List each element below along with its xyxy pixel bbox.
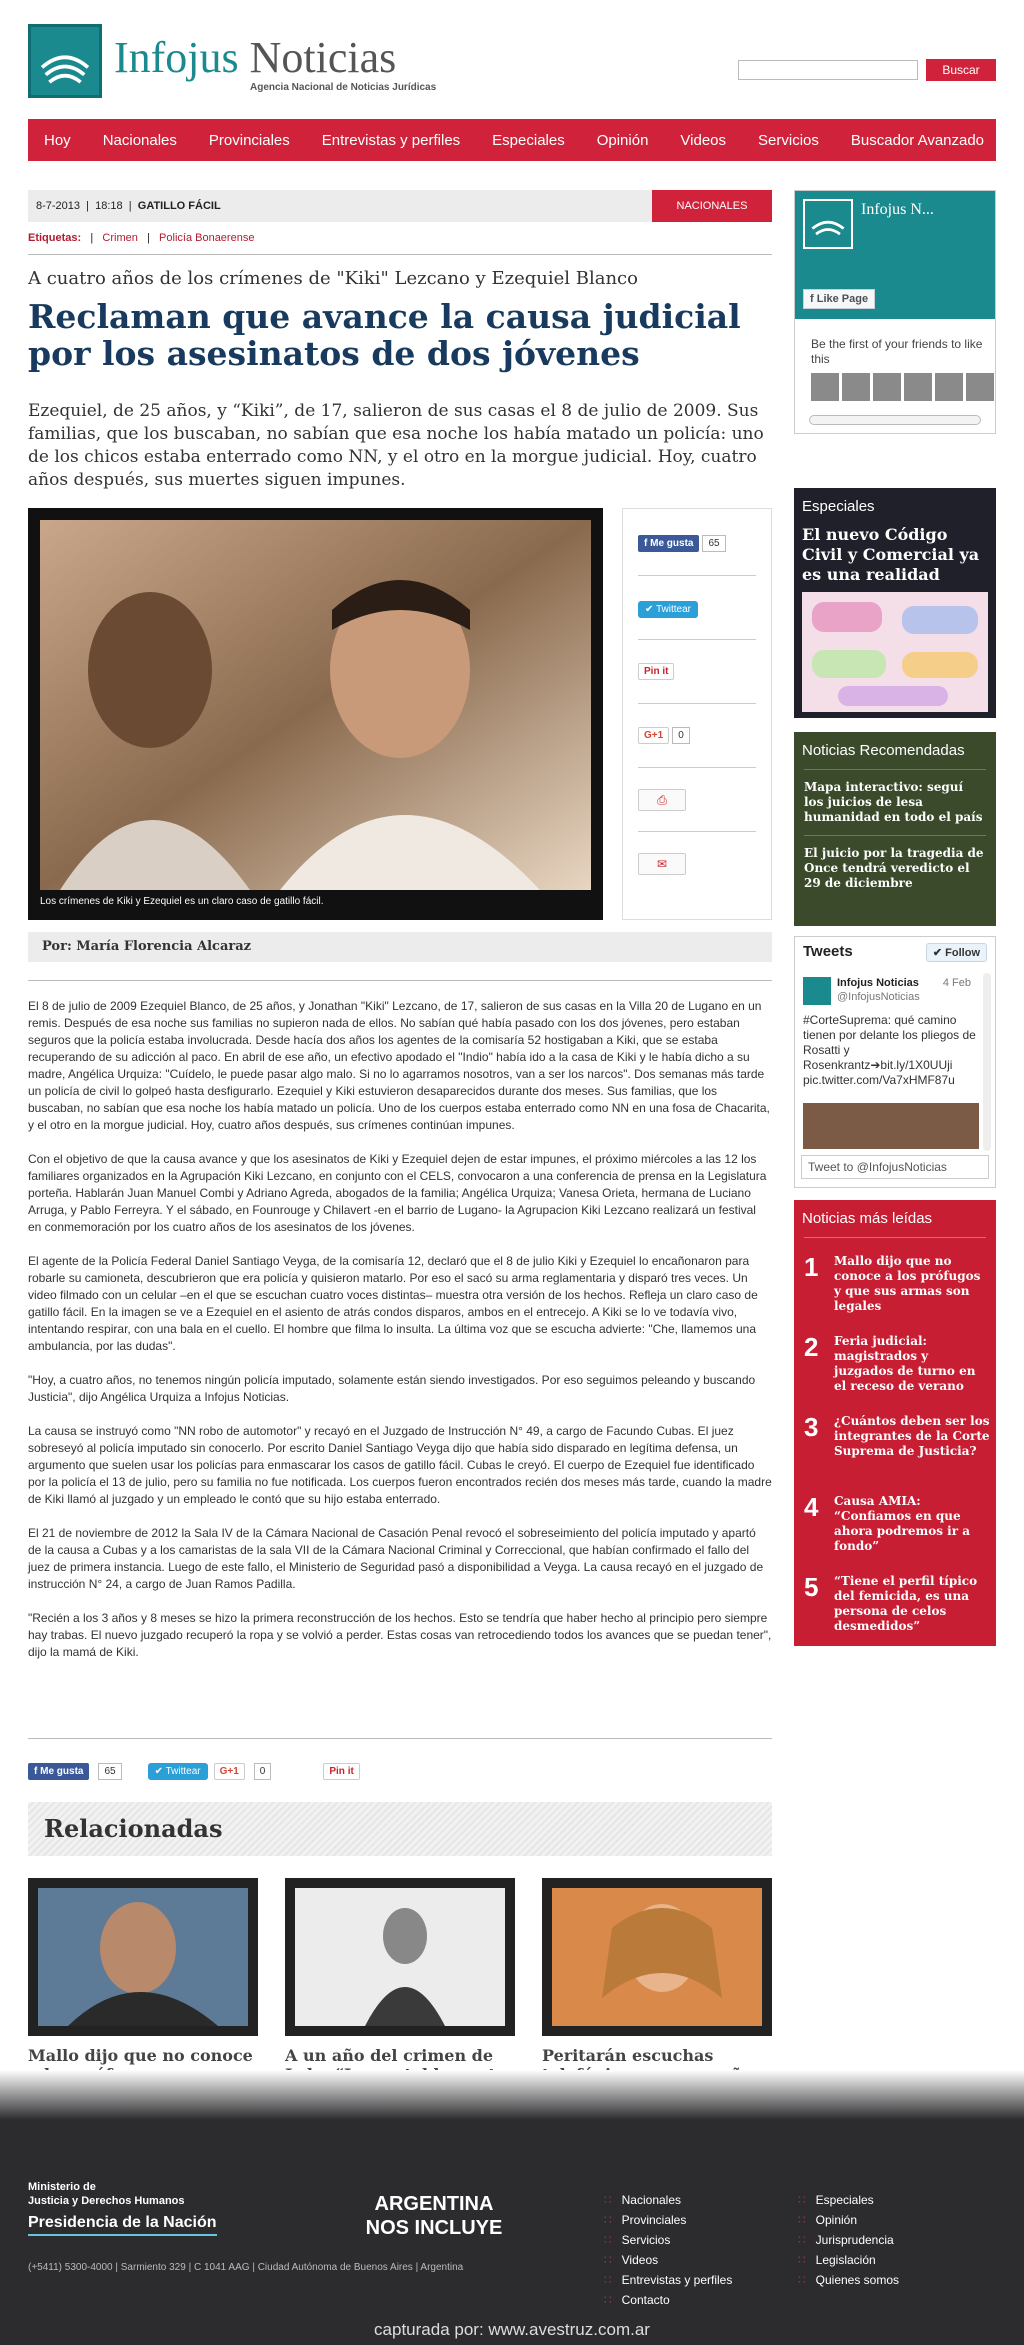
nav-item-buscador[interactable]: Buscador Avanzado [850, 131, 985, 149]
recomendadas-title: Noticias Recomendadas [802, 742, 965, 759]
related-title: Relacionadas [28, 1802, 772, 1856]
twitter-bird-icon: ✔ [645, 604, 654, 615]
mas-leida-number: 2 [804, 1332, 819, 1362]
tweet-text: #CorteSuprema: qué camino tienen por delante los pliegos de Rosatti y Rosenkrantz➔bit.ly/1X0UUji pic.twitter.com/Va7xHMF87u [803, 1013, 976, 1087]
mas-leida-link[interactable]: Mallo dijo que no conoce a los prófugos y que sus armas son legales [834, 1254, 981, 1313]
bottom-share-row [28, 1760, 360, 1782]
gplus-button[interactable]: G+1 [214, 1763, 245, 1780]
fb-page-logo-icon [803, 199, 853, 249]
footer-fade [0, 2070, 1024, 2120]
email-widget[interactable] [638, 853, 686, 875]
mas-leidas-box [794, 1200, 996, 1646]
footer-argentina-logo[interactable]: ARGENTINA NOS INCLUYE [365, 2193, 503, 2239]
tweets-title: Tweets [803, 943, 853, 960]
divider [638, 767, 756, 768]
article-paragraph: El agente de la Policía Federal Daniel Santiago Veyga, de la comisaría 12, declaró que el 8 de julio Kiki y Ezequiel lo encañonaron para robarle su camioneta, descubrieron que era policía y quisieron matarlo. Por eso el sacó su arma reglamentaria y disparó tres veces. Un video filmado con un celular –en el que se escuchan cuatro voces distintas– muestra otra versión de los hechos. Refleja un claro caso de gatillo fácil. En la imagen se ve a Ezequiel en el asiento de atrás condos disparos, ambos en el entrecejo. A Kiki se lo ve todavía vivo, intentando respirar, con una bala en el cuello. El hombre que filma lo insulta. La última voz que se escucha advierte: "Che, llamemos una ambulancia, por las dudas". [28, 1254, 758, 1353]
footer-link[interactable]: ∷ Nacionales [604, 2190, 732, 2210]
article-body [28, 998, 772, 1678]
site-logo-text[interactable]: Infojus Noticias [114, 33, 397, 82]
fb-count: 65 [98, 1763, 121, 1780]
nav-item-videos[interactable]: Videos [680, 131, 727, 149]
tweet-button[interactable]: ✔ Twittear [148, 1763, 208, 1780]
print-icon[interactable]: ⎙ [638, 789, 686, 811]
facebook-page-widget [794, 190, 996, 434]
mas-leida-number: 4 [804, 1492, 819, 1522]
especiales-headline[interactable]: El nuevo Código Civil y Comercial ya es una realidad [802, 525, 980, 584]
tweet-avatar[interactable] [803, 977, 831, 1005]
footer-ministry[interactable]: Ministerio de Justicia y Derechos Humanos [28, 2181, 185, 2207]
footer-presidencia[interactable]: Presidencia de la Nación [28, 2214, 217, 2236]
article-paragraph: Con el objetivo de que la causa avance y que los asesinatos de Kiki y Ezequiel dejen de estar impunes, el próximo miércoles a las 12 los familiares organizados en la Agrupación Kiki Lezcano, en conjunto con el CELS, convocaron a una conferencia de prensa en la Legislatura porteña. Hablarán Juan Manuel Combi y Adriano Agreda, abogados de la familia; Angélica Urquiza; Vanesa Orieta, hermana de Luciano Arruga, y Pablo Ferreyra. Y el sábado, en Founrouge y Chilavert -en el barrio de Lugano- la Agrupacion Kiki Lezcano realizará un festival en conmemoración por los cuatro años de los asesinatos de los jóvenes. [28, 1152, 767, 1234]
capture-credit: capturada por: www.avestruz.com.ar [374, 2320, 650, 2339]
gplus-count: 0 [672, 727, 690, 744]
mas-leida-link[interactable]: “Tiene el perfil típico del femicida, es una persona de celos desmedidos” [834, 1574, 978, 1633]
twitter-widget [794, 936, 996, 1188]
tag-link[interactable]: Policía Bonaerense [159, 232, 255, 244]
vertical-scrollbar[interactable] [983, 973, 991, 1151]
fb-icon: f [644, 538, 648, 549]
search-button[interactable]: Buscar [926, 59, 996, 81]
site-tagline: Agencia Nacional de Noticias Jurídicas [250, 82, 437, 93]
divider [804, 769, 986, 770]
divider [804, 835, 986, 836]
main-nav [28, 119, 996, 161]
mas-leida-number: 1 [804, 1252, 819, 1282]
mas-leida-link[interactable]: Feria judicial: magistrados y juzgados de turno en el receso de verano [834, 1334, 976, 1393]
nav-item-entrevistas[interactable]: Entrevistas y perfiles [321, 131, 461, 149]
footer-link[interactable]: ∷ Videos [604, 2250, 732, 2270]
fb-friends-text: Be the first of your friends to like this [811, 337, 983, 366]
divider [804, 1237, 986, 1238]
related-headline[interactable]: A un año del crimen de [285, 2046, 494, 2065]
recomendada-link[interactable]: Mapa interactivo: seguí los juicios de lesa humanidad en todo el país [804, 780, 983, 824]
nav-item-nacionales[interactable]: Nacionales [102, 131, 177, 149]
article-paragraph: "Recién a los 3 años y 8 meses se hizo la primera reconstrucción de los hechos. Esto se tendría que haber hecho al principio pero siempre hay trabas. El nuevo juzgado recuperó la ropa y se volvió a perder. Estas cosas van retrocediendo todos los avances que se puedan tener", dijo la mamá de Kiki. [28, 1611, 772, 1659]
tags-row: Etiquetas: | Crimen | Policía Bonaerense [28, 232, 255, 244]
fb-like-widget[interactable] [638, 533, 726, 552]
mas-leidas-title: Noticias más leídas [802, 1210, 933, 1227]
footer-link[interactable]: ∷ Contacto [604, 2290, 732, 2310]
article-paragraph: El 21 de noviembre de 2012 la Sala IV de la Cámara Nacional de Casación Penal revocó el sobreseimiento del policía imputado y apartó de la causa a Cubas y a los camaristas de la sala VII de la Cámara Nacional Criminal y Correccional, que habían confirmado el fallo del juez de primera instancia. Luego de este fallo, el Ministerio de Seguridad pasó a disponibilidad a Veyga. La causa recayó en el juzgado de instrucción N° 24, a cargo de Juan Ramos Padilla. [28, 1526, 764, 1591]
fb-icon: f [34, 1765, 38, 1777]
logo-icon[interactable] [28, 24, 102, 98]
related-thumbnail[interactable] [542, 1878, 772, 2036]
site-header [28, 24, 998, 104]
fb-icon: f [810, 293, 814, 305]
twitter-bird-icon: ✔ [154, 1765, 163, 1777]
especiales-image[interactable] [802, 592, 988, 712]
email-icon[interactable]: ✉ [638, 853, 686, 875]
article-byline: Por: María Florencia Alcaraz [28, 932, 772, 962]
article-meta-bar: 8-7-2013 | 18:18 | GATILLO FÁCIL NACIONALES [28, 190, 772, 222]
footer-link[interactable]: ∷ Quienes somos [798, 2270, 899, 2290]
fb-like-button[interactable]: f Me gusta [638, 535, 699, 552]
tweet-handle[interactable]: @InfojusNoticias [837, 991, 920, 1003]
article-kicker: A cuatro años de los crímenes de "Kiki" Lezcano y Ezequiel Blanco [28, 268, 638, 289]
nav-item-opinion[interactable]: Opinión [596, 131, 649, 149]
twitter-bird-icon: ✔ [932, 947, 943, 959]
nav-item-servicios[interactable]: Servicios [758, 131, 819, 149]
fb-page-cover[interactable] [795, 191, 995, 319]
article-photo[interactable] [40, 520, 591, 890]
gplus-button[interactable]: G+1 [638, 727, 669, 744]
tweet-user-name[interactable]: Infojus Noticias [837, 977, 919, 989]
article-topic[interactable]: GATILLO FÁCIL [137, 200, 221, 212]
divider [638, 575, 756, 576]
recomendadas-box [794, 732, 996, 926]
avatar[interactable] [904, 373, 932, 401]
footer-link[interactable]: ∷ Especiales [798, 2190, 899, 2210]
share-sidebar [622, 508, 772, 920]
mas-leida-number: 3 [804, 1412, 819, 1442]
divider [638, 703, 756, 704]
especiales-title: Especiales [802, 498, 875, 515]
pin-it-button[interactable]: Pin it [323, 1763, 359, 1780]
section-badge[interactable]: NACIONALES [652, 190, 772, 222]
mas-leida-number: 5 [804, 1572, 819, 1602]
photo-caption: Los crímenes de Kiki y Ezequiel es un claro caso de gatillo fácil. [40, 896, 324, 907]
footer-link[interactable]: ∷ Provinciales [604, 2210, 732, 2230]
footer-link[interactable]: ∷ Jurisprudencia [798, 2230, 899, 2250]
fb-like-page-button[interactable]: f Like Page [803, 289, 875, 309]
divider [638, 639, 756, 640]
mas-leida-link[interactable]: ¿Cuántos deben ser los integrantes de la Corte Suprema de Justicia? [834, 1414, 990, 1458]
mas-leida-link[interactable]: Causa AMIA: “Confiamos en que ahora podremos ir a fondo” [834, 1494, 970, 1553]
fb-page-name[interactable]: Infojus N... [861, 201, 934, 218]
divider [28, 254, 772, 255]
related-thumbnail[interactable] [28, 1878, 258, 2036]
article-photo-frame [28, 508, 603, 920]
footer-link[interactable]: ∷ Entrevistas y perfiles [604, 2270, 732, 2290]
gplus-widget[interactable] [638, 725, 690, 744]
divider [28, 980, 772, 981]
fb-like-button[interactable]: f Me gusta [28, 1763, 89, 1780]
article-time: 18:18 [95, 200, 123, 212]
avatar[interactable] [842, 373, 870, 401]
related-thumbnail[interactable] [285, 1878, 515, 2036]
article-paragraph: La causa se instruyó como "NN robo de automotor" y recayó en el Juzgado de Instrucción N° 49, a cargo de Facundo Cubas. El juez sobreseyó al policía imputado sin conocerlo. Por escrito Daniel Santiago Veyga dijo que había sido disparado en legítima defensa, un argumento que suelen usar los policías para enmascarar los casos de gatillo fácil. Cubas le creyó. El cuerpo de Ezequiel fue identificado por la policía el 13 de julio, pero su familia no fue notificada. Los cuerpos fueron encontrados recién dos meses más tarde, cuando la madre de Kiki llamó al juzgado y un empleado le contó que su hijo estaba enterrado. [28, 1424, 772, 1506]
avatar[interactable] [873, 373, 901, 401]
twitter-follow-button[interactable]: ✔ Follow [926, 943, 987, 962]
pin-widget[interactable] [638, 661, 674, 680]
nav-item-hoy[interactable]: Hoy [44, 131, 71, 149]
tweet-button[interactable]: ✔ Twittear [638, 601, 698, 618]
article-paragraph: El 8 de julio de 2009 Ezequiel Blanco, de 25 años, y Jonathan "Kiki" Lezcano, de 17, salieron de sus casas en la Villa 20 de Lugano en un remis. Después de esa noche sus familias no supieron nada de ellos. No sabían qué había pasado con los dos jóvenes, pero estaban seguros que la policía estaba involucrada. Desde hacía dos años los agentes de la comisaría 52 hostigaban a Kiki, que se estaba recuperando de su adicción al paco. En abril de ese año, un efectivo apodado el "Indio" había ido a la casa de Kiki y le había dicho a su madre, Angélica Urquiza: "Cuídelo, le puede pasar algo malo. Si no lo agarramos nosotros, van a ser los narcos". Dos semanas más tarde un policía de civil lo golpeó hasta desfigurarlo. Ezequiel y Kiki estuvieron desaparecidos durante dos meses. Sus familias, que los buscaban, no sabían que esa noche los había matado un policía. Uno de los cuerpos estaba enterrado como NN en una fosa de Chacarita, y el otro en la morgue judicial. Hoy, cuatro años después, sus crímenes continúan impunes. [28, 999, 770, 1132]
search-input[interactable] [738, 60, 918, 80]
footer-link[interactable]: ∷ Opinión [798, 2210, 899, 2230]
print-widget[interactable] [638, 789, 686, 811]
article-lead: Ezequiel, de 25 años, y “Kiki”, de 17, salieron de sus casas el 8 de julio de 2009. Sus familias, que los buscaban, no sabían que esa noche los había matado un policía: uno de los chicos estaba enterrado como NN, y el otro en la morgue judicial. Hoy, cuatro años después, sus muertes siguen impunes. [28, 401, 764, 490]
nav-item-provinciales[interactable]: Provinciales [208, 131, 290, 149]
footer-link[interactable]: ∷ Legislación [798, 2250, 899, 2270]
site-footer [0, 2120, 1024, 2345]
nav-item-especiales[interactable]: Especiales [492, 131, 565, 149]
fb-count: 65 [702, 535, 725, 552]
footer-link[interactable]: ∷ Servicios [604, 2230, 732, 2250]
divider [28, 1738, 772, 1739]
tweet-image[interactable] [803, 1103, 979, 1149]
related-headline[interactable]: Mallo dijo que no conoce [28, 2046, 253, 2065]
article-date: 8-7-2013 [36, 200, 81, 212]
footer-links-col-2 [798, 2190, 899, 2290]
tag-link[interactable]: Crimen [102, 232, 138, 244]
footer-links-col-1 [604, 2190, 732, 2310]
article-headline: Reclaman que avance la causa judicial por los asesinatos de dos jóvenes [28, 297, 741, 373]
horizontal-scrollbar[interactable] [809, 415, 981, 425]
avatar[interactable] [935, 373, 963, 401]
avatar[interactable] [966, 373, 994, 401]
avatar[interactable] [811, 373, 839, 401]
recomendada-link[interactable]: El juicio por la tragedia de Once tendrá veredicto el 29 de diciembre [804, 846, 984, 890]
tweet-date[interactable]: 4 Feb [942, 977, 971, 989]
especiales-box [794, 488, 996, 718]
footer-address: (+5411) 5300-4000 | Sarmiento 329 | C 1041 AAG | Ciudad Autónoma de Buenos Aires | Argentina [28, 2262, 464, 2273]
related-headline[interactable]: Peritarán escuchas [542, 2046, 714, 2065]
tw-share-widget[interactable] [638, 599, 698, 618]
divider [638, 831, 756, 832]
pin-it-button[interactable]: Pin it [638, 663, 674, 680]
tweet-compose-input[interactable]: Tweet to @InfojusNoticias [801, 1155, 989, 1179]
article-paragraph: "Hoy, a cuatro años, no tenemos ningún policía imputado, solamente están siendo investigados. Por eso seguimos peleando y buscando Justicia", dijo Angélica Urquiza a Infojus Noticias. [28, 1373, 756, 1404]
gplus-count: 0 [254, 1763, 272, 1780]
fb-faces-row [811, 373, 994, 401]
tags-label: Etiquetas: [28, 232, 82, 244]
